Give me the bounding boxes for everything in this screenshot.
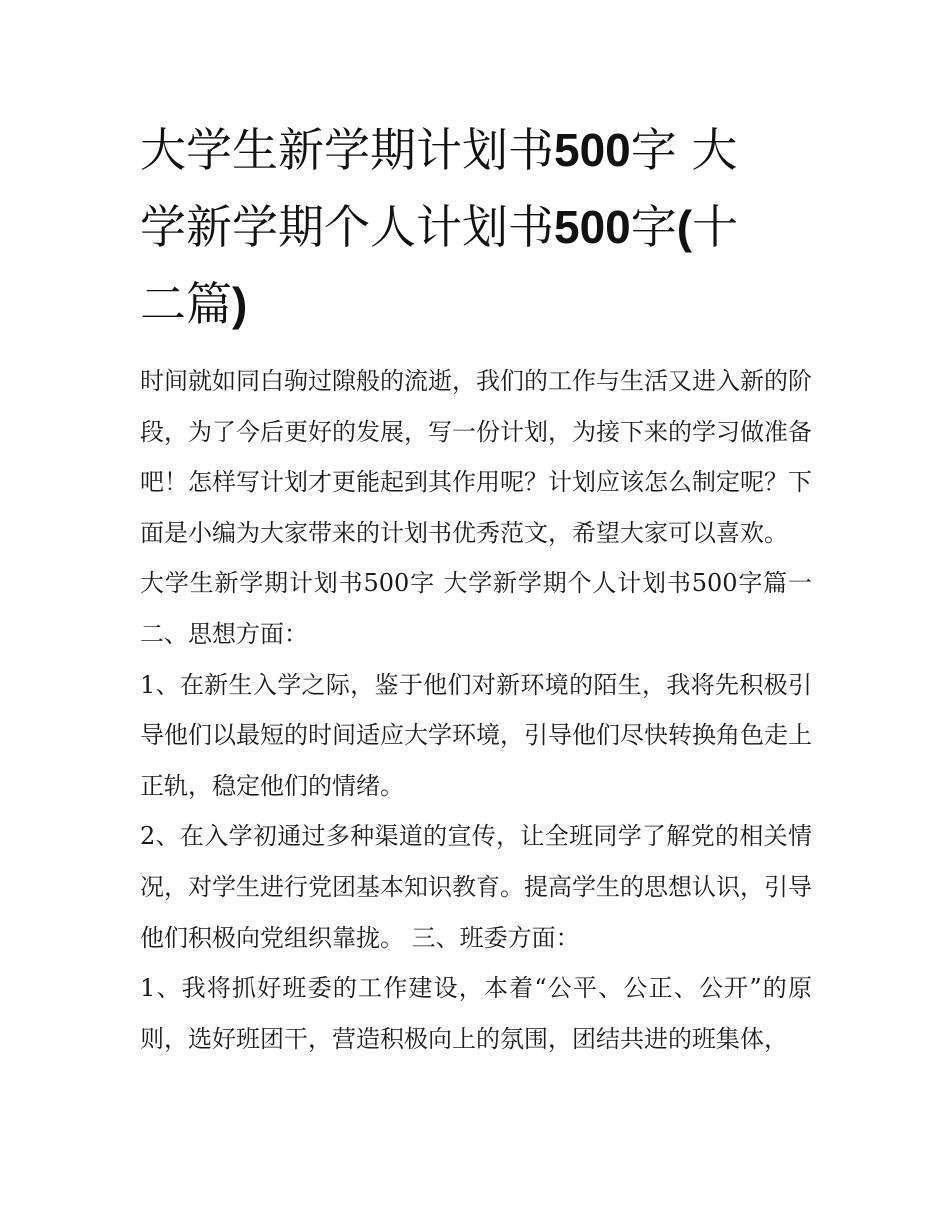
title-line-1: 大学生新学期计划书500字 大 bbox=[140, 123, 738, 177]
list-item-paragraph: 2、在入学初通过多种渠道的宣传，让全班同学了解党的相关情况，对学生进行党团基本知识教育。提高学生的思想认识，引导他们积极向党组织靠拢。 三、班委方面： bbox=[140, 822, 812, 952]
document-title bbox=[140, 112, 812, 343]
title-line-2: 学新学期个人计划书500字(十 bbox=[140, 200, 739, 254]
list-item-paragraph: 1、在新生入学之际，鉴于他们对新环境的陌生，我将先积极引导他们以最短的时间适应大学环境，引导他们尽快转换角色走上正轨，稳定他们的情绪。 bbox=[140, 670, 812, 800]
document-content bbox=[140, 112, 812, 1064]
title-line-3: 二篇) bbox=[140, 277, 248, 331]
document-body bbox=[140, 356, 812, 1064]
section-heading-paragraph: 大学生新学期计划书500字 大学新学期个人计划书500字篇一 二、思想方面： bbox=[140, 569, 812, 648]
list-item-paragraph: 1、我将抓好班委的工作建设，本着“公平、公正、公开”的原则，选好班团干，营造积极向上的氛围，团结共进的班集体， bbox=[140, 974, 812, 1053]
intro-paragraph: 时间就如同白驹过隙般的流逝，我们的工作与生活又进入新的阶段，为了今后更好的发展，写一份计划，为接下来的学习做准备吧！怎样写计划才更能起到其作用呢？计划应该怎么制定呢？下面是小编为大家带来的计划书优秀范文，希望大家可以喜欢。 bbox=[140, 367, 812, 547]
